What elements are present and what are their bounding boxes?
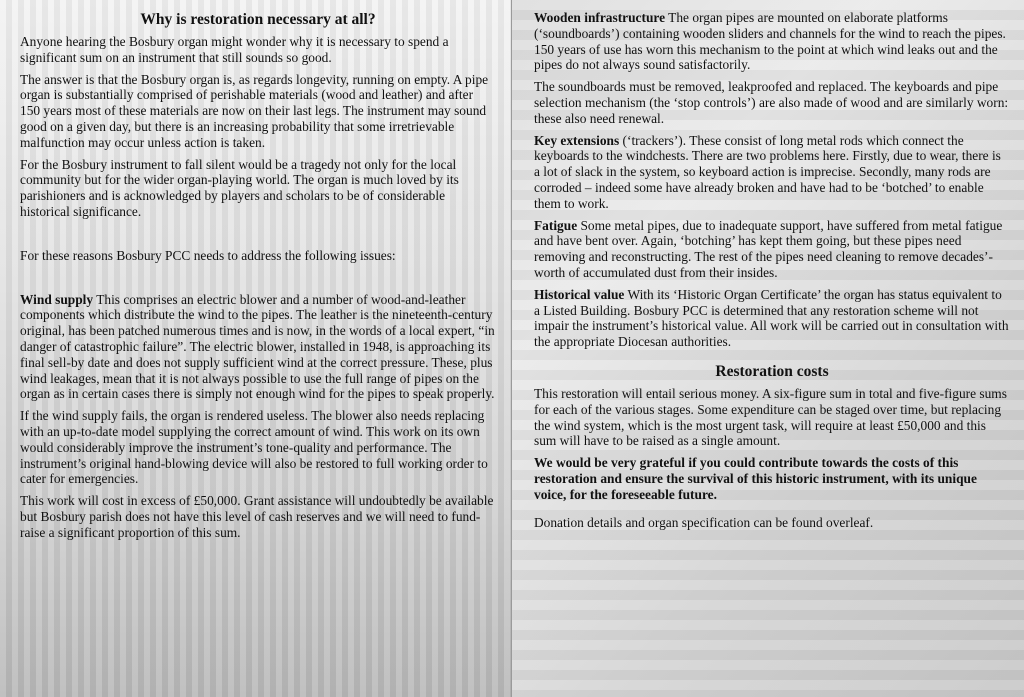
wind-supply-paragraph (20, 292, 496, 403)
wooden-infrastructure-paragraph (534, 10, 1010, 73)
fatigue-text: Some metal pipes, due to inadequate support, have suffered from metal fatigue and have bent over. Again, ‘botching’ has kept them going, but these pipes need removing and reconstructing. The rest of the pipes need cleaning to remove decades’-worth of accumulated dust from their insides. (534, 217, 1003, 280)
tragedy-paragraph: For the Bosbury instrument to fall silent would be a tragedy not only for the local community but for the wider organ-playing world. The organ is much loved by its parishioners and is acknowledged by players and scholars to be of considerable historical significance. (20, 156, 459, 219)
wind-cost-paragraph: This work will cost in excess of £50,000. Grant assistance will undoubtedly be available but Bosbury parish does not have this level of cash reserves and we will need to fund-raise a significant proportion of this sum. (20, 493, 494, 540)
issues-intro: For these reasons Bosbury PCC needs to address the following issues: (20, 247, 396, 263)
wind-failure-paragraph: If the wind supply fails, the organ is rendered useless. The blower also needs replacing with an up-to-date model supplying the correct amount of wind. This work on its own would considerably improve the instrument’s tone-quality and performance. The instrument’s original hand-blowing device will also be restored to full working order to cater for emergencies. (20, 408, 488, 487)
answer-paragraph: The answer is that the Bosbury organ is, as regards longevity, running on empty. A pipe organ is substantially comprised of perishable materials (wood and leather) and after 150 years most of these materials are now on their last legs. The instrument may sound good on a given day, but there is an increasing probability that some irretrievable malfunction may occur unless action is taken. (20, 71, 489, 150)
historical-value-title: Historical value (534, 286, 625, 302)
historical-value-paragraph (534, 287, 1010, 350)
fatigue-paragraph (534, 218, 1010, 281)
key-extensions-title: Key extensions (534, 132, 620, 148)
wooden-infrastructure-text: The organ pipes are mounted on elaborate platforms (‘soundboards’) containing wooden sliders and channels for the wind to reach the pipes. 150 years of use has worn this mechanism to the point at which wind leaks out and the pipes do not always sound satisfactorily. (534, 10, 1006, 73)
wooden-infrastructure-title: Wooden infrastructure (534, 10, 666, 25)
right-page (512, 0, 1024, 697)
historical-value-text: With its ‘Historic Organ Certificate’ the organ has status equivalent to a Listed Building. Bosbury PCC is determined that any restoration scheme will not impair the instrument’s historical value. All work will be carried out in consultation with the appropriate Diocesan authorities. (534, 286, 1009, 350)
intro-paragraph: Anyone hearing the Bosbury organ might wonder why it is necessary to spend a significant sum on an instrument that still sounds so good. (20, 34, 449, 65)
donation-paragraph: Donation details and organ specification can be found overleaf. (534, 514, 874, 530)
spacer (20, 270, 496, 292)
costs-paragraph: This restoration will entail serious money. A six-figure sum in total and five-figure sums for each of the various stages. Some expenditure can be staged over time, but replacing the wind system, which is the most urgent task, will require at least £50,000 and this sum will have to be raised as a single amount. (534, 385, 1007, 449)
soundboards-paragraph: The soundboards must be removed, leakproofed and replaced. The keyboards and pipe selection mechanism (the ‘stop controls’) are also made of wood and are similarly worn: these also need renewal. (534, 79, 1009, 126)
wind-supply-title: Wind supply (20, 291, 94, 307)
fatigue-title: Fatigue (534, 217, 578, 233)
heading-why-restoration: Why is restoration necessary at all? (140, 11, 376, 28)
spacer (20, 226, 496, 248)
heading-restoration-costs: Restoration costs (715, 362, 829, 380)
key-extensions-text: (‘trackers’). These consist of long metal rods which connect the keyboards to the windchests. There are two problems here. Firstly, due to wear, there is a lot of slack in the system, so keyboard action is imprecise. Secondly, many rods are corroded – indeed some have already broken and have had to be ‘botched’ to enable them to work. (534, 132, 1001, 211)
appeal-paragraph: We would be very grateful if you could contribute towards the costs of this restoration and ensure the survival of this historic instrument, with its unique voice, for the foreseeable future. (534, 455, 977, 502)
key-extensions-paragraph (534, 133, 1010, 212)
wind-supply-text: This comprises an electric blower and a number of wood-and-leather components which distribute the wind to the pipes. The leather is the nineteenth-century original, has been patched numerous times and is now, in the words of a local expert, “in danger of catastrophic failure”. The electric blower, installed in 1948, is approaching its final sell-by date and does not supply sufficient wind at the correct pressure. These, plus wind leakages, mean that it is not always possible to use the full range of pipes on the organ as in certain cases there is simply not enough wind for the pipes to speak properly. (20, 291, 495, 402)
